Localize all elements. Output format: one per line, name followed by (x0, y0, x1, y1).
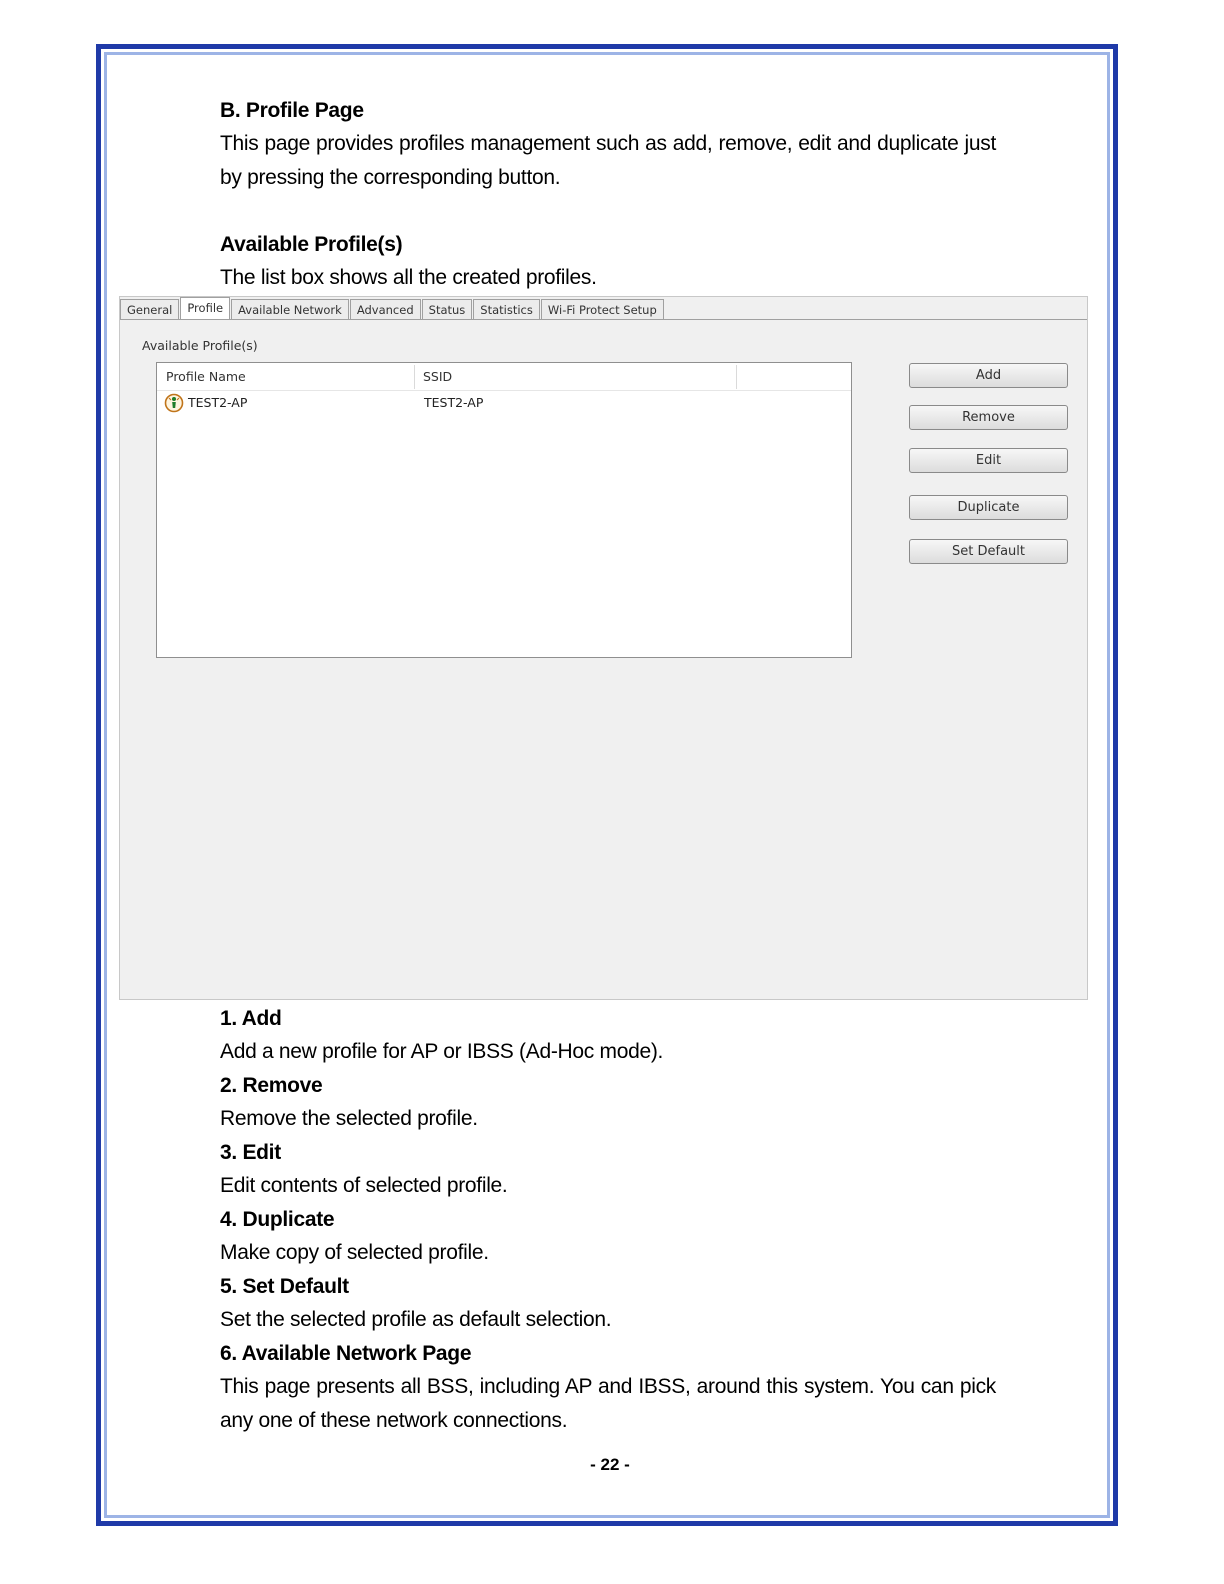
section-title: B. Profile Page (220, 99, 364, 122)
item-title-remove: 2. Remove (220, 1074, 323, 1097)
set-default-button[interactable]: Set Default (909, 539, 1068, 564)
tab-advanced[interactable]: Advanced (350, 299, 421, 319)
item-title-duplicate: 4. Duplicate (220, 1208, 335, 1231)
tab-profile[interactable]: Profile (180, 297, 230, 320)
ssid-cell: TEST2-AP (424, 395, 484, 410)
edit-button[interactable]: Edit (909, 448, 1068, 473)
profile-name-cell: TEST2-AP (188, 395, 248, 410)
header-divider (157, 390, 851, 391)
item-desc-duplicate: Make copy of selected profile. (220, 1241, 489, 1264)
utility-window (119, 296, 1088, 1000)
column-header-profile-name[interactable]: Profile Name (166, 369, 246, 384)
duplicate-button[interactable]: Duplicate (909, 495, 1068, 520)
tab-available-network[interactable]: Available Network (231, 299, 349, 319)
tab-statistics[interactable]: Statistics (473, 299, 540, 319)
item-title-set-default: 5. Set Default (220, 1275, 349, 1298)
item-desc-edit: Edit contents of selected profile. (220, 1174, 508, 1197)
page-number: - 22 - (590, 1455, 630, 1474)
item-desc-remove: Remove the selected profile. (220, 1107, 478, 1130)
tab-status[interactable]: Status (422, 299, 473, 319)
column-separator (736, 365, 737, 389)
subsection-title: Available Profile(s) (220, 233, 403, 256)
item-title-edit: 3. Edit (220, 1141, 281, 1164)
profile-status-icon (164, 393, 184, 418)
tab-wifi-protect-setup[interactable]: Wi-Fi Protect Setup (541, 299, 664, 319)
subsection-description: The list box shows all the created profiles. (220, 266, 597, 289)
column-separator (414, 365, 415, 389)
profile-list[interactable] (156, 362, 852, 658)
tab-general[interactable]: General (120, 299, 179, 319)
item-desc-add: Add a new profile for AP or IBSS (Ad-Hoc mode). (220, 1040, 664, 1063)
item-desc-available-network: This page presents all BSS, including AP and IBSS, around this system. You can pick any one of these network connections. (220, 1375, 996, 1432)
item-title-available-network: 6. Available Network Page (220, 1342, 472, 1365)
intro-paragraph: This page provides profiles management such as add, remove, edit and duplicate just by pressing the corresponding button. (220, 132, 996, 189)
remove-button[interactable]: Remove (909, 405, 1068, 430)
profile-pane (120, 319, 1087, 1000)
item-desc-set-default: Set the selected profile as default selection. (220, 1308, 612, 1331)
tab-strip (120, 297, 665, 319)
available-profiles-label: Available Profile(s) (142, 338, 258, 353)
item-title-add: 1. Add (220, 1007, 282, 1030)
column-header-ssid[interactable]: SSID (423, 369, 453, 384)
add-button[interactable]: Add (909, 363, 1068, 388)
